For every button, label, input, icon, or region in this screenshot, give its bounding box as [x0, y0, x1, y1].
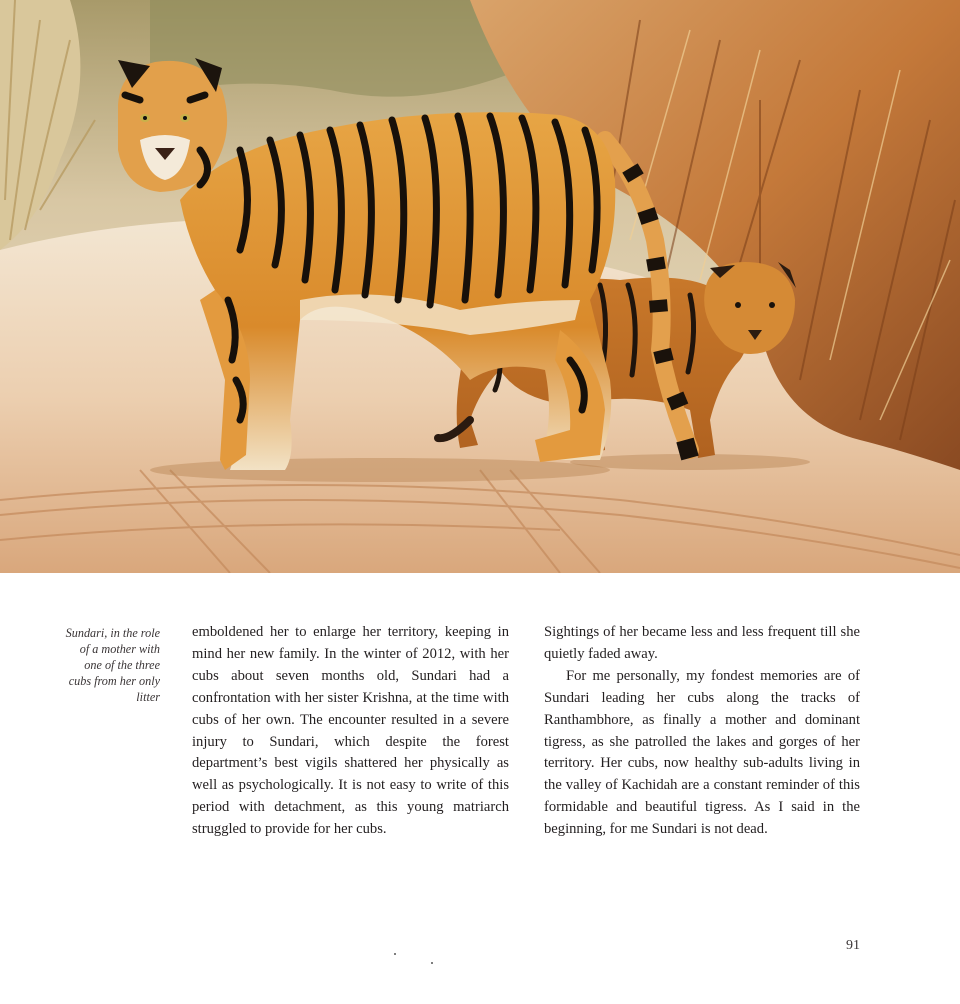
body-column-right	[544, 622, 860, 841]
body-column-left	[192, 622, 509, 841]
page-number: 91	[846, 938, 860, 953]
print-speck	[431, 962, 433, 964]
photo-caption: Sundari, in the role of a mother with one of the three cubs from her only litter	[65, 626, 160, 704]
paragraph: For me personally, my fondest memories are of Sundari leading her cubs along the tracks of Ranthambhore, as finally a mother and dominant tigress, as she patrolled the lakes and gorges of her territory. Her cubs, now healthy sub-adults living in the valley of Kachidah are a constant reminder of this formidable and beautiful tigress. As I said in the beginning, for me Sundari is not dead.	[544, 667, 860, 838]
paragraph: emboldened her to enlarge her territory, keeping in mind her new family. In the winter of 2012, with her cubs about seven months old, Sundari had a confrontation with her sister Krishna, at the time with cubs of her own. The encounter resulted in a severe injury to Sundari, which despite the forest department’s best vigils shattered her physically as well as psychologically. It is not easy to write of this period with detachment, as this young matriarch struggled to provide for her cubs.	[192, 624, 509, 838]
print-speck	[394, 953, 396, 955]
paragraph: Sightings of her became less and less frequent till she quietly faded away.	[544, 624, 860, 662]
